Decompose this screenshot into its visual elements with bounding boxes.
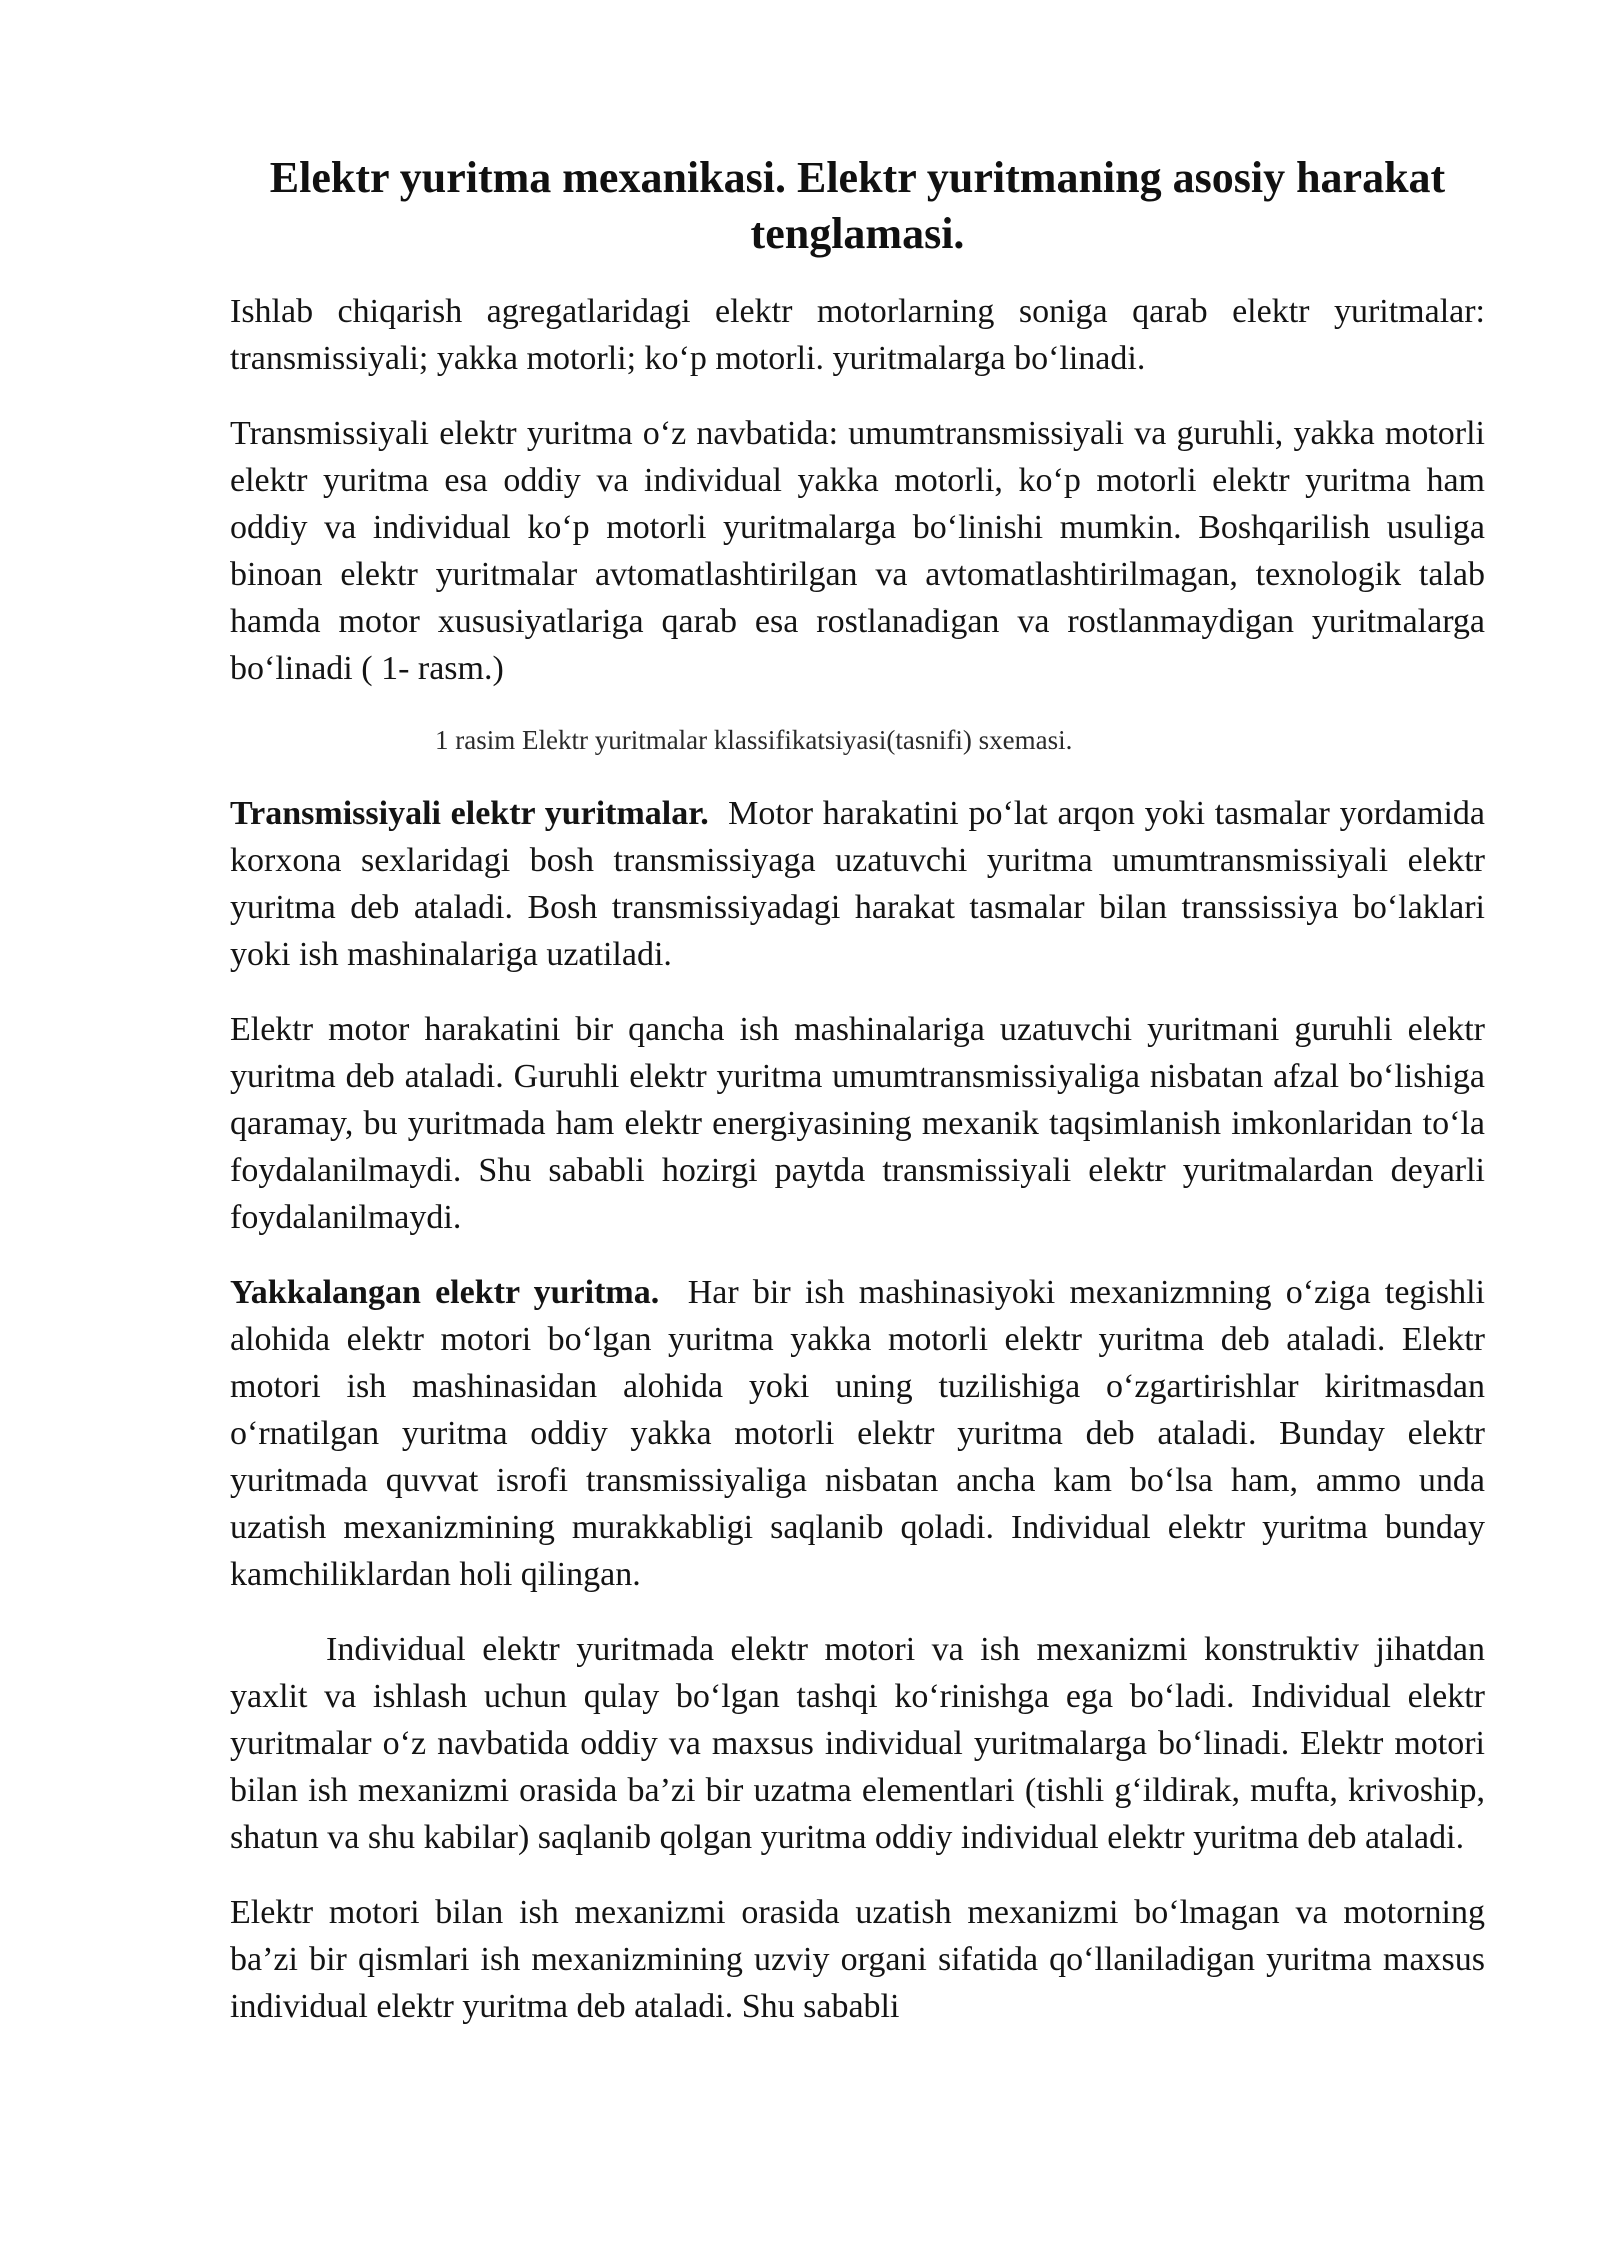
paragraph-text: Elektr motori bilan ish mexanizmi orasida uzatish mexanizmi bo‘lmagan va motorning ba’zi bir qismlari ish mexanizmining uzviy organi sifatida qo‘llaniladigan yuritma maxsus individual elektr yuritma deb ataladi. Shu sababli	[230, 1894, 1485, 2025]
paragraph-text: Individual elektr yuritmada elektr motori va ish mexanizmi konstruktiv jihatdan yaxlit va ishlash uchun qulay bo‘lgan tashqi ko‘rinishga ega bo‘ladi. Individual elektr yuritmalar o‘z navbatida oddiy va maxsus individual yuritmalarga bo‘linadi. Elektr motori bilan ish mexanizmi orasida ba’zi bir uzatma elementlari (tishli g‘ildirak, mufta, krivoship, shatun va shu kabilar) saqlanib qolgan yuritma oddiy individual elektr yuritma deb ataladi.	[230, 1631, 1485, 1856]
section-group-drive	[230, 1006, 1485, 1241]
page-title: Elektr yuritma mexanikasi. Elektr yuritmaning asosiy harakat tenglamasi.	[269, 153, 1446, 258]
page-content	[230, 150, 1485, 2058]
section-individual-drive	[230, 1626, 1485, 1861]
paragraph-text: Transmissiyali elektr yuritma o‘z navbatida: umumtransmissiyali va guruhli, yakka motorli elektr yuritma esa oddiy va individual yakka motorli, ko‘p motorli elektr yuritma ham oddiy va individual ko‘p motorli yuritmalarga bo‘linishi mumkin. Boshqarilish usuliga binoan elektr yuritmalar avtomatlashtirilgan va avtomatlashtirilmagan, texnologik talab hamda motor xususiyatlariga qarab esa rostlanadigan va rostlanmaydigan yuritmalarga bo‘linadi ( 1- rasm.)	[230, 415, 1485, 687]
paragraph-text: Elektr motor harakatini bir qancha ish mashinalariga uzatuvchi yuritmani guruhli elektr yuritma deb ataladi. Guruhli elektr yuritma umumtransmissiyaliga nisbatan afzal bo‘lishiga qaramay, bu yuritmada ham elektr energiyasining mexanik taqsimlanish imkonlaridan to‘la foydalanilmaydi. Shu sababli hozirgi paytda transmissiyali elektr yuritmalardan deyarli foydalanilmaydi.	[230, 1011, 1485, 1236]
paragraph-text: Har bir ish mashinasiyoki mexanizmning o‘ziga tegishli alohida elektr motori bo‘lgan yuritma yakka motorli elektr yuritma deb ataladi. Elektr motori ish mashinasidan alohida yoki uning tuzilishiga o‘zgartirishlar kiritmasdan o‘rnatilgan yuritma oddiy yakka motorli elektr yuritma deb ataladi. Bunday elektr yuritmada quvvat isrofi transmissiyaliga nisbatan ancha kam bo‘lsa ham, ammo unda uzatish mexanizmining murakkabligi saqlanib qoladi. Individual elektr yuritma bunday kamchiliklardan holi qilingan.	[230, 1274, 1486, 1593]
section-heading: Yakkalangan elektr yuritma.	[230, 1274, 660, 1311]
section-transmission	[230, 790, 1485, 978]
section-single-drive	[230, 1269, 1485, 1598]
section-heading: Transmissiyali elektr yuritmalar.	[230, 795, 709, 832]
intro-paragraph-1	[230, 288, 1485, 382]
paragraph-text: Ishlab chiqarish agregatlaridagi elektr motorlarning soniga qarab elektr yuritmalar: transmissiyali; yakka motorli; ko‘p motorli. yuritmalarga bo‘linadi.	[230, 293, 1485, 377]
intro-paragraph-2	[230, 410, 1485, 692]
paragraph-text: Motor harakatini po‘lat arqon yoki tasmalar yordamida korxona sexlaridagi bosh transmissiyaga uzatuvchi yuritma umumtransmissiyali elektr yuritma deb ataladi. Bosh transmissiyadagi harakat tasmalar bilan transsissiya bo‘laklari yoki ish mashinalariga uzatiladi.	[230, 795, 1485, 973]
section-special-drive	[230, 1889, 1485, 2030]
figure-caption: 1 rasim Elektr yuritmalar klassifikatsiyasi(tasnifi) sxemasi.	[435, 725, 1073, 755]
